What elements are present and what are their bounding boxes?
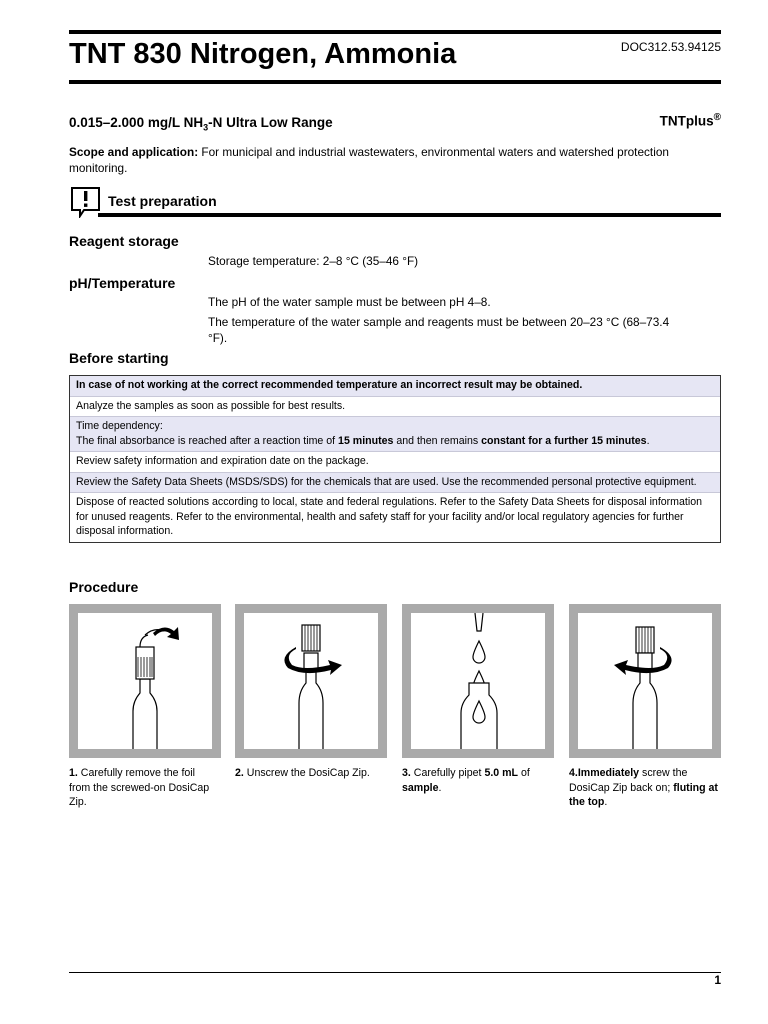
remove-foil-icon	[78, 613, 212, 749]
step-2-caption: 2. Unscrew the DosiCap Zip.	[235, 767, 370, 779]
prep-rule	[98, 213, 721, 217]
step-4-illustration	[569, 604, 721, 758]
measurement-range: 0.015–2.000 mg/L $NH_3-N$ Ultra Low Range	[69, 115, 333, 133]
procedure-step-4	[569, 604, 721, 810]
top-rule	[69, 30, 721, 34]
note-row-sds: Review the Safety Data Sheets (MSDS/SDS) for the chemicals that are used. Use the recommended personal protective equipment.	[70, 473, 720, 494]
page-number: 1	[714, 973, 721, 987]
scope-paragraph: Scope and application: For municipal and industrial wastewaters, environmental waters and watershed protection monitoring.	[69, 145, 669, 175]
note-row-time-dependency: Time dependency: The final absorbance is reached after a reaction time of 15 minutes and then remains constant for a further 15 minutes.	[70, 417, 720, 452]
step-3-illustration	[402, 604, 554, 758]
scope-label: Scope and application:	[69, 145, 199, 159]
procedure-step-2	[235, 604, 387, 781]
heading-procedure: Procedure	[69, 579, 139, 595]
note-row-temperature-warning: In case of not working at the correct recommended temperature an incorrect result may be obtained.	[70, 376, 720, 397]
ph-text: The pH of the water sample must be between pH 4–8.	[208, 295, 491, 309]
document-number: DOC312.53.94125	[620, 40, 721, 54]
step-2-illustration	[235, 604, 387, 758]
procedure-step-1	[69, 604, 221, 810]
footer-rule	[69, 972, 721, 973]
screw-cap-icon	[578, 613, 712, 749]
heading-before-starting: Before starting	[69, 350, 169, 366]
heading-ph-temperature: pH/Temperature	[69, 275, 176, 291]
step-4-caption: 4.Immediately screw the DosiCap Zip back on; fluting at the top.	[569, 767, 718, 808]
note-row-analyze: Analyze the samples as soon as possible for best results.	[70, 397, 720, 418]
note-row-safety-info: Review safety information and expiration date on the package.	[70, 452, 720, 473]
procedure-step-3	[402, 604, 554, 795]
storage-temperature-text: Storage temperature: 2–8 °C (35–46 °F)	[208, 254, 419, 268]
page-title: TNT 830 Nitrogen, Ammonia	[69, 38, 457, 70]
warning-note-icon	[70, 186, 102, 223]
brand-name: TNTplus®	[659, 112, 721, 129]
step-3-caption: 3. Carefully pipet 5.0 mL of sample.	[402, 767, 530, 794]
section-title-test-preparation: Test preparation	[108, 193, 217, 209]
note-row-disposal: Dispose of reacted solutions according to local, state and federal regulations. Refer to the Safety Data Sheets for disposal information for unused reagents. Refer to the environmental, health and safety staff for your facility and/or local regulatory agencies for further disposal information.	[76, 496, 702, 537]
before-starting-table	[69, 375, 721, 543]
step-1-illustration	[69, 604, 221, 758]
pipet-sample-icon	[411, 613, 545, 749]
title-rule	[69, 80, 721, 84]
step-1-caption: 1. Carefully remove the foil from the screwed-on DosiCap Zip.	[69, 767, 210, 808]
heading-reagent-storage: Reagent storage	[69, 233, 179, 249]
temperature-text: The temperature of the water sample and reagents must be between 20–23 °C (68–73.4 °F).	[208, 315, 670, 345]
unscrew-cap-icon	[244, 613, 378, 749]
